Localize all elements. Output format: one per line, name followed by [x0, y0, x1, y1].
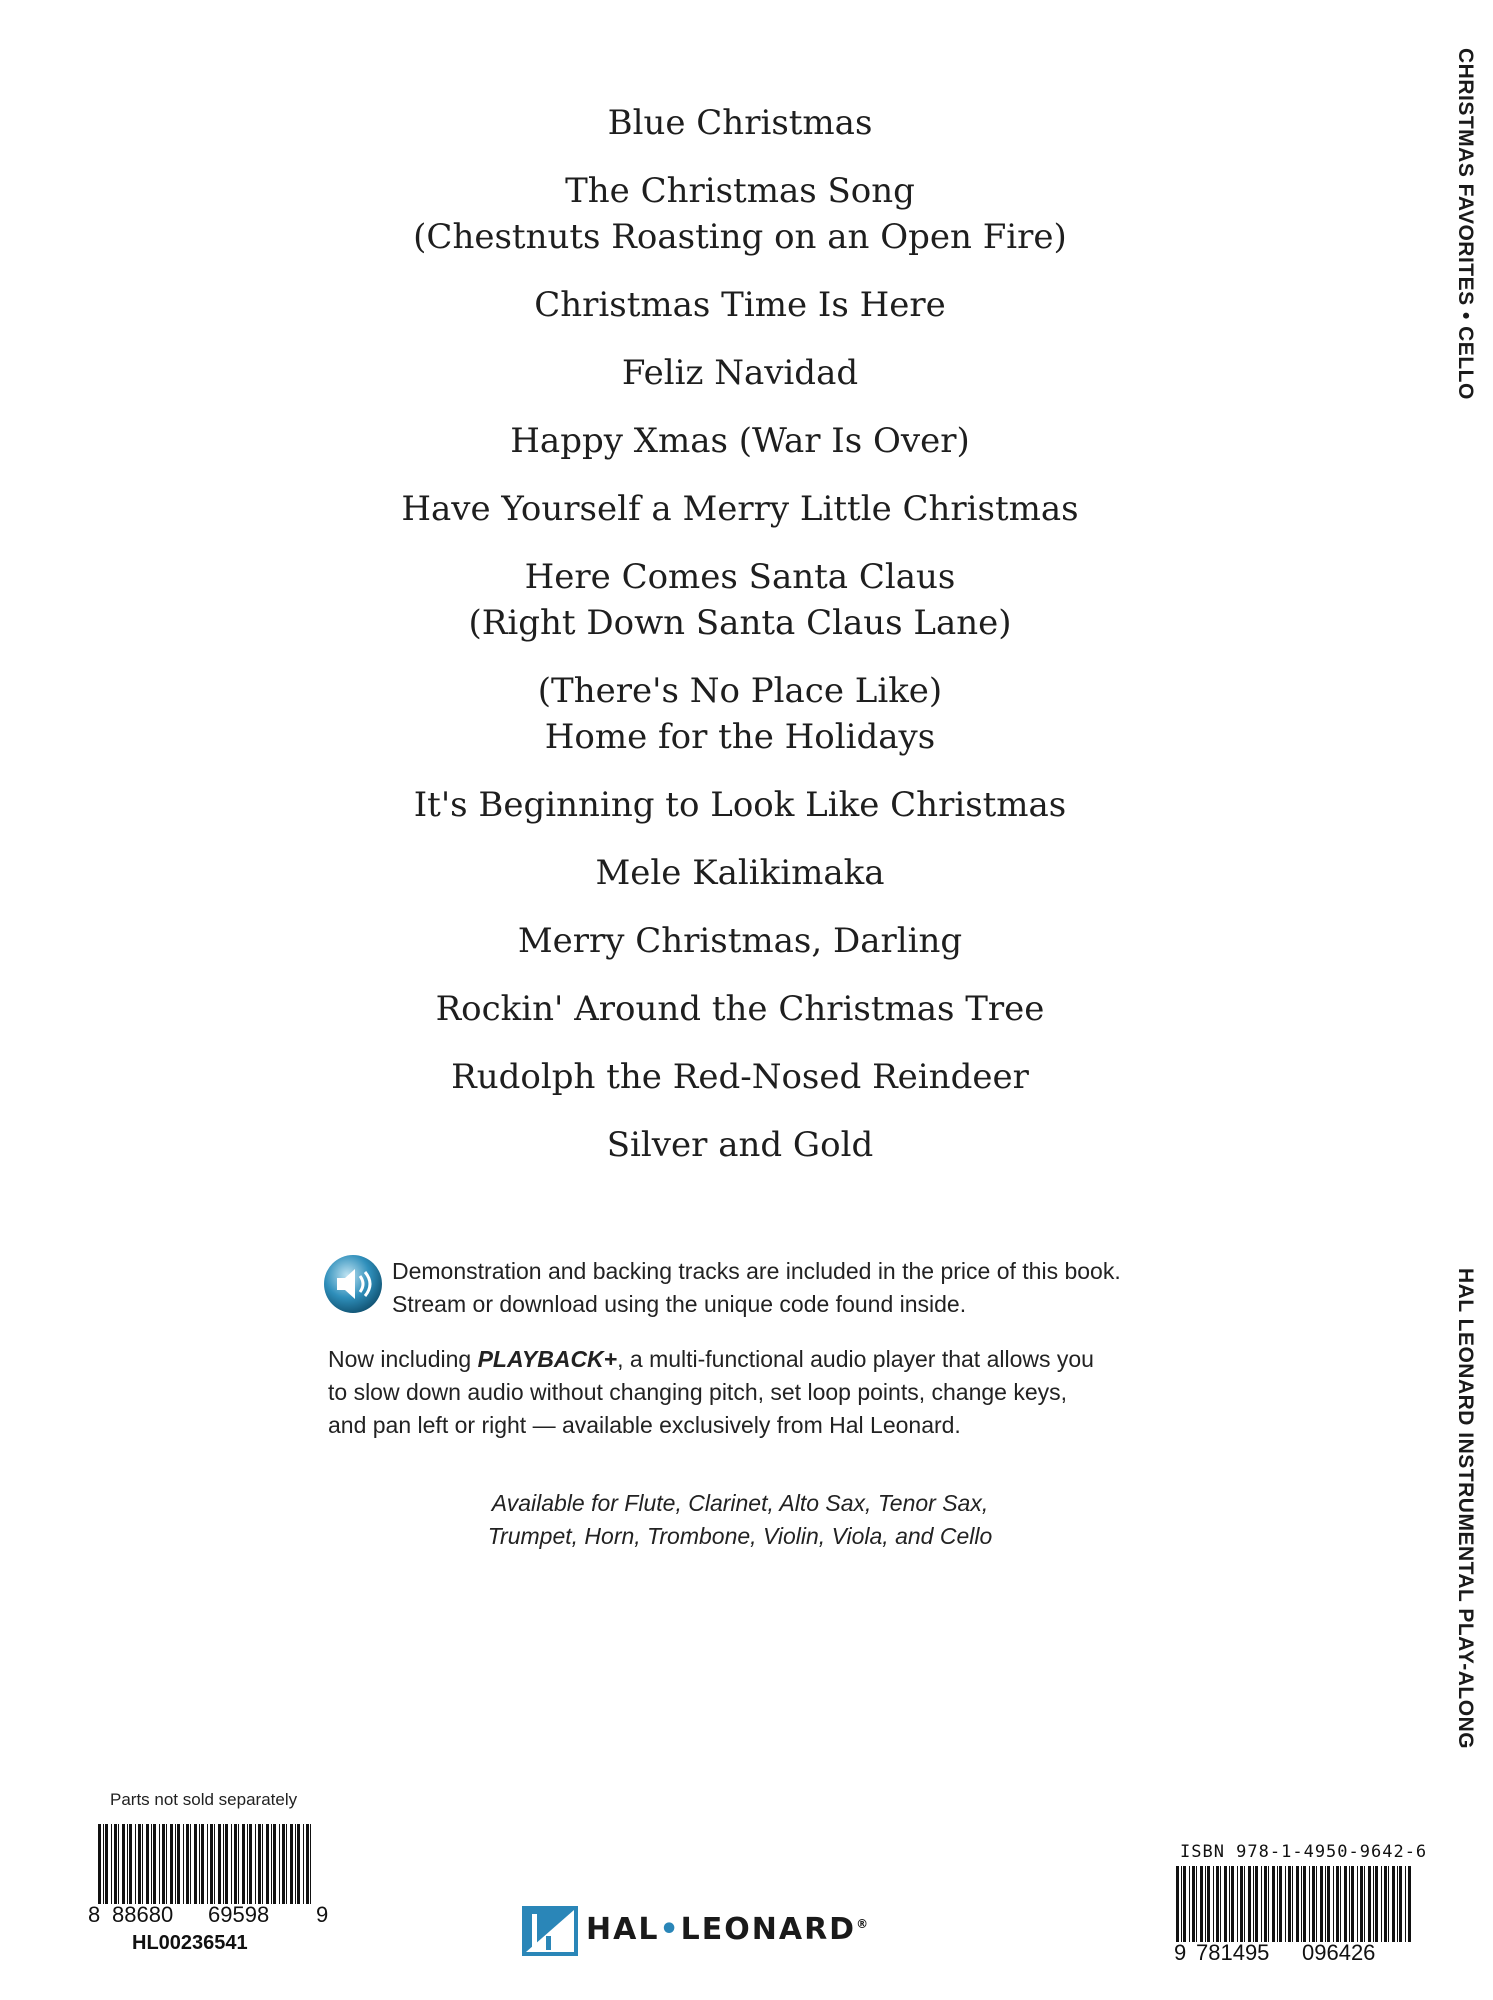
- barcode-bar: [105, 1824, 108, 1904]
- song-title-line: Here Comes Santa Claus: [524, 557, 956, 597]
- barcode-bar: [201, 1824, 204, 1904]
- isbn-bars: [1176, 1866, 1416, 1942]
- barcode-bar: [175, 1824, 176, 1904]
- demo-line-1: Demonstration and backing tracks are included in the price of this book.: [392, 1258, 1121, 1284]
- barcode-bar: [218, 1824, 221, 1904]
- barcode-bar: [279, 1824, 280, 1904]
- barcode-bar: [177, 1824, 180, 1904]
- upc-barcode: [88, 1824, 329, 1927]
- barcode-bar: [1224, 1866, 1227, 1942]
- spine-title: CHRISTMAS FAVORITES • CELLO: [1454, 48, 1477, 400]
- barcode-bar: [306, 1824, 309, 1904]
- barcode-bar: [170, 1824, 173, 1904]
- barcode-bar: [103, 1824, 104, 1904]
- song-title: [0, 1054, 1480, 1100]
- song-title: [0, 986, 1480, 1032]
- song-title-line: (Right Down Santa Claus Lane): [468, 603, 1012, 643]
- barcode-bar: [1207, 1866, 1210, 1942]
- song-title-line: Home for the Holidays: [544, 717, 936, 757]
- barcode-bar: [1213, 1866, 1214, 1942]
- barcode-bar: [262, 1824, 263, 1904]
- barcode-bar: [1336, 1866, 1339, 1942]
- barcode-bar: [1357, 1866, 1358, 1942]
- barcode-bar: [1200, 1866, 1203, 1942]
- barcode-bar: [1205, 1866, 1206, 1942]
- playback-note: [328, 1343, 1208, 1442]
- barcode-bar: [190, 1824, 191, 1904]
- song-title: [0, 554, 1480, 646]
- song-title-line: (Chestnuts Roasting on an Open Fire): [413, 217, 1067, 257]
- barcode-bar: [242, 1824, 245, 1904]
- barcode-bar: [1277, 1866, 1278, 1942]
- barcode-bar: [1176, 1866, 1179, 1942]
- barcode-bar: [1237, 1866, 1238, 1942]
- song-title-line: Feliz Navidad: [621, 353, 859, 393]
- barcode-bar: [231, 1824, 232, 1904]
- barcode-bar: [1381, 1866, 1382, 1942]
- barcode-bar: [1349, 1866, 1350, 1942]
- barcode-bar: [297, 1824, 300, 1904]
- barcode-bar: [1240, 1866, 1243, 1942]
- barcode-bar: [1288, 1866, 1291, 1942]
- available-line-1: Available for Flute, Clarinet, Alto Sax, Tenor Sax,: [491, 1490, 989, 1516]
- barcode-bar: [1351, 1866, 1354, 1942]
- barcode-bar: [1375, 1866, 1378, 1942]
- barcode-bar: [1301, 1866, 1302, 1942]
- barcode-bar: [1296, 1866, 1299, 1942]
- song-title: [0, 418, 1480, 464]
- barcode-bar: [303, 1824, 304, 1904]
- barcode-bar: [271, 1824, 272, 1904]
- barcode-bar: [1309, 1866, 1310, 1942]
- barcode-bar: [1253, 1866, 1254, 1942]
- song-list: [0, 100, 1480, 1190]
- barcode-bar: [1192, 1866, 1195, 1942]
- barcode-bar: [166, 1824, 167, 1904]
- barcode-bar: [1327, 1866, 1330, 1942]
- barcode-bar: [1408, 1866, 1411, 1942]
- song-title: [0, 100, 1480, 146]
- barcode-bar: [129, 1824, 132, 1904]
- barcode-bar: [1360, 1866, 1363, 1942]
- spine-series: HAL LEONARD INSTRUMENTAL PLAY-ALONG: [1454, 1268, 1477, 1750]
- barcode-bar: [295, 1824, 296, 1904]
- song-title-line: Blue Christmas: [607, 103, 873, 143]
- song-title-line: Merry Christmas, Darling: [517, 921, 963, 961]
- barcode-bar: [1399, 1866, 1402, 1942]
- playback-line-2: to slow down audio without changing pitch, set loop points, change keys,: [328, 1379, 1068, 1405]
- barcode-bar: [1189, 1866, 1190, 1942]
- barcode-bar: [1272, 1866, 1275, 1942]
- barcode-bar: [142, 1824, 143, 1904]
- barcode-bar: [234, 1824, 237, 1904]
- available-line-2: Trumpet, Horn, Trombone, Violin, Viola, and Cello: [487, 1523, 993, 1549]
- barcode-bar: [1285, 1866, 1286, 1942]
- barcode-bar: [118, 1824, 119, 1904]
- hal-leonard-logo-icon: [522, 1906, 582, 1956]
- barcode-bar: [1316, 1866, 1317, 1942]
- isbn-digit-first: 9: [1174, 1940, 1187, 1965]
- song-title-line: (There's No Place Like): [537, 671, 943, 711]
- barcode-bar: [1333, 1866, 1334, 1942]
- barcode-bar: [1344, 1866, 1347, 1942]
- barcode-bar: [282, 1824, 285, 1904]
- hal-leonard-logo-text: HAL•LEONARD®: [586, 1912, 871, 1947]
- isbn-digits-left: 781495: [1196, 1940, 1270, 1965]
- song-title: [0, 668, 1480, 760]
- barcode-bar: [1388, 1866, 1389, 1942]
- barcode-bar: [1261, 1866, 1262, 1942]
- barcode-bar: [199, 1824, 200, 1904]
- song-title-line: It's Beginning to Look Like Christmas: [413, 785, 1067, 825]
- barcode-bar: [266, 1824, 269, 1904]
- barcode-bar: [1320, 1866, 1323, 1942]
- song-title-line: Silver and Gold: [606, 1125, 874, 1165]
- song-title: [0, 1122, 1480, 1168]
- song-title-line: Have Yourself a Merry Little Christmas: [401, 489, 1079, 529]
- playback-line-1: Now including PLAYBACK+, a multi-functional audio player that allows you: [328, 1346, 1094, 1372]
- song-title-line: Christmas Time Is Here: [534, 285, 946, 325]
- barcode-bar: [1229, 1866, 1230, 1942]
- barcode-bar: [238, 1824, 239, 1904]
- parts-note: Parts not sold separately: [110, 1790, 298, 1809]
- barcode-bar: [1405, 1866, 1406, 1942]
- barcode-bar: [247, 1824, 248, 1904]
- song-title: [0, 782, 1480, 828]
- barcode-bar: [1255, 1866, 1258, 1942]
- barcode-bar: [1364, 1866, 1365, 1942]
- isbn-label: ISBN 978-1-4950-9642-6: [1180, 1842, 1428, 1862]
- barcode-bar: [223, 1824, 224, 1904]
- song-title: [0, 282, 1480, 328]
- barcode-bar: [159, 1824, 160, 1904]
- upc-digit-first: 8: [88, 1902, 101, 1927]
- barcode-bar: [194, 1824, 197, 1904]
- barcode-bar: [127, 1824, 128, 1904]
- barcode-bar: [1220, 1866, 1221, 1942]
- barcode-bar: [183, 1824, 184, 1904]
- isbn-barcode: [1176, 1866, 1416, 1976]
- barcode-bar: [1181, 1866, 1182, 1942]
- song-title: [0, 168, 1480, 260]
- song-title: [0, 486, 1480, 532]
- barcode-bar: [225, 1824, 228, 1904]
- barcode-bar: [1397, 1866, 1398, 1942]
- barcode-bar: [122, 1824, 125, 1904]
- barcode-bar: [273, 1824, 276, 1904]
- song-title: [0, 918, 1480, 964]
- barcode-bar: [186, 1824, 189, 1904]
- barcode-bar: [1325, 1866, 1326, 1942]
- song-title-line: Happy Xmas (War Is Over): [510, 421, 970, 461]
- barcode-bar: [1340, 1866, 1341, 1942]
- barcode-bar: [1248, 1866, 1251, 1942]
- barcode-bar: [98, 1824, 101, 1904]
- speaker-icon: [322, 1253, 384, 1315]
- barcode-bar: [1244, 1866, 1245, 1942]
- barcode-bar: [1384, 1866, 1387, 1942]
- barcode-bar: [1292, 1866, 1293, 1942]
- barcode-bar: [151, 1824, 152, 1904]
- song-title-line: Mele Kalikimaka: [595, 853, 885, 893]
- playback-brand: PLAYBACK+: [477, 1346, 618, 1372]
- available-instruments: [0, 1487, 1480, 1553]
- barcode-bar: [1368, 1866, 1371, 1942]
- barcode-bar: [1216, 1866, 1219, 1942]
- song-title-line: Rockin' Around the Christmas Tree: [435, 989, 1045, 1029]
- barcode-bar: [258, 1824, 261, 1904]
- barcode-bar: [135, 1824, 136, 1904]
- upc-digit-last: 9: [316, 1902, 329, 1927]
- barcode-bar: [210, 1824, 213, 1904]
- barcode-bar: [1392, 1866, 1395, 1942]
- barcode-bar: [146, 1824, 149, 1904]
- isbn-digits-right: 096426: [1302, 1940, 1376, 1965]
- barcode-bar: [290, 1824, 293, 1904]
- barcode-bar: [1312, 1866, 1315, 1942]
- barcode-bar: [1373, 1866, 1374, 1942]
- barcode-bar: [286, 1824, 287, 1904]
- song-title-line: The Christmas Song: [565, 171, 915, 211]
- barcode-bar: [1303, 1866, 1306, 1942]
- barcode-bar: [153, 1824, 156, 1904]
- barcode-bar: [1279, 1866, 1282, 1942]
- barcode-bar: [111, 1824, 112, 1904]
- upc-digits-left: 88680: [112, 1902, 174, 1927]
- barcode-bar: [1268, 1866, 1269, 1942]
- barcode-bar: [255, 1824, 256, 1904]
- demo-tracks-note: [392, 1255, 1212, 1321]
- barcode-bar: [249, 1824, 252, 1904]
- song-title-line: Rudolph the Red-Nosed Reindeer: [451, 1057, 1029, 1097]
- barcode-bar: [1231, 1866, 1234, 1942]
- barcode-bar: [214, 1824, 215, 1904]
- product-code: HL00236541: [132, 1932, 248, 1954]
- upc-bars: [98, 1824, 318, 1904]
- barcode-bar: [1264, 1866, 1267, 1942]
- barcode-bar: [207, 1824, 208, 1904]
- song-title: [0, 350, 1480, 396]
- demo-line-2: Stream or download using the unique code found inside.: [392, 1291, 967, 1317]
- barcode-bar: [114, 1824, 117, 1904]
- barcode-bar: [138, 1824, 141, 1904]
- upc-digits-right: 69598: [208, 1902, 270, 1927]
- barcode-bar: [1183, 1866, 1186, 1942]
- barcode-bar: [1196, 1866, 1197, 1942]
- playback-line-3: and pan left or right — available exclusively from Hal Leonard.: [328, 1412, 961, 1438]
- barcode-bar: [310, 1824, 311, 1904]
- barcode-bar: [162, 1824, 165, 1904]
- song-title: [0, 850, 1480, 896]
